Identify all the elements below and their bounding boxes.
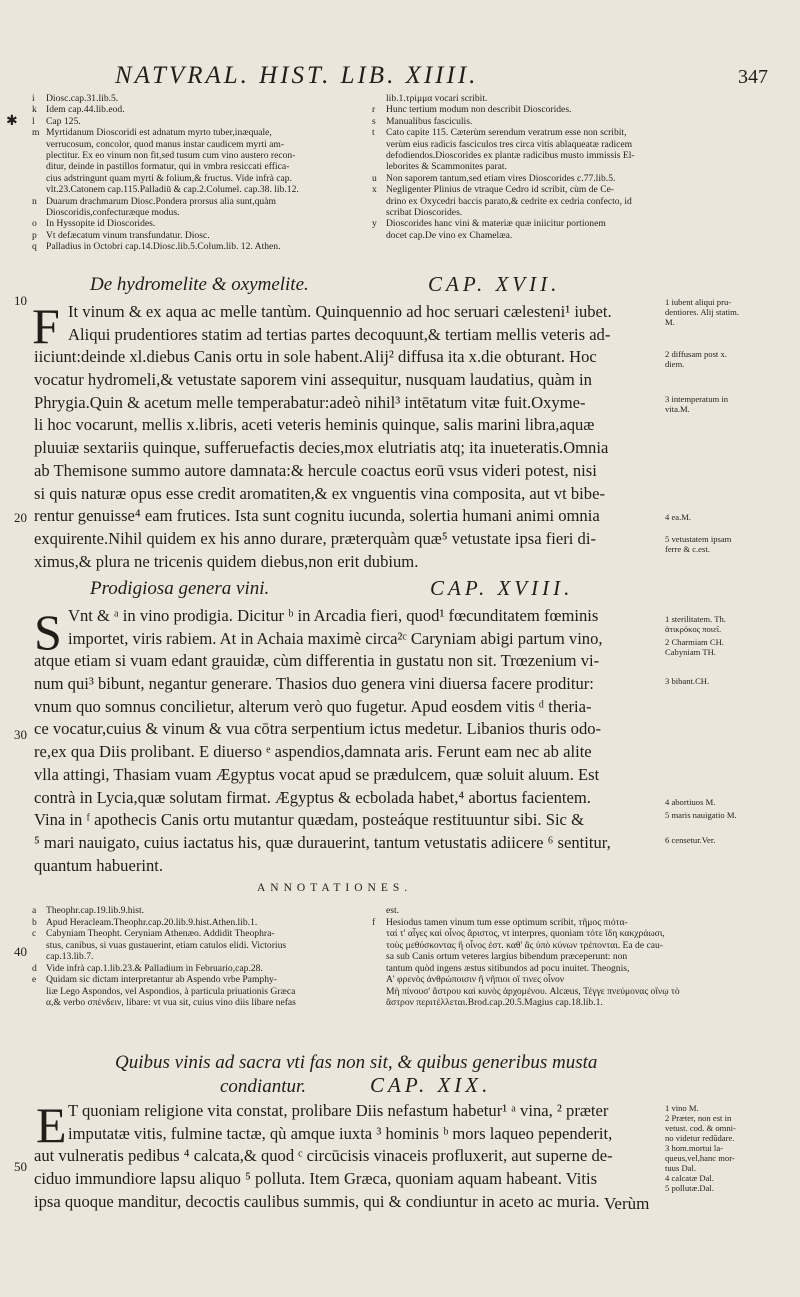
margin-note-line: queus,vel,hanc mor- [665, 1153, 735, 1163]
note-letter: r [372, 104, 376, 116]
note-text: defodiendos.Dioscorides ex plantæ radicibus musto immissis El- [386, 150, 635, 162]
note-line [372, 997, 772, 1009]
note-text: scribat Dioscorides. [386, 207, 463, 219]
running-head [0, 60, 800, 94]
note-text: Quidam sic dictam interpretantur ab Aspendo vrbe Pamphy- [46, 974, 277, 985]
line-number: 50 [14, 1159, 27, 1174]
note-text: Theophr.cap.19.lib.9.hist. [46, 905, 145, 916]
margin-note [665, 810, 797, 820]
margin-note-line: tuus Dal. [665, 1163, 697, 1173]
note-line [32, 997, 362, 1009]
margin-note [665, 637, 797, 657]
text-line: ab Themisone summo autore damnata:& hercule coactus eorū vsus videri potest, nisi [34, 460, 597, 480]
margin-note-line: 1 iubent aliqui pru- [665, 297, 732, 307]
margin-note [665, 797, 797, 807]
note-line [372, 127, 732, 138]
note-line [372, 196, 732, 207]
margin-note-line: no videtur redūdare. [665, 1133, 735, 1143]
line-number: 20 [14, 510, 27, 525]
chapter-title: Prodigiosa genera vini. [90, 578, 270, 599]
chapter-number: CAP. XVIII. [430, 576, 574, 600]
text-line: Aliqui prudentiores statim ad tertias partes decoquunt,& tertiam mellis veteris ad- [68, 324, 611, 344]
chapter-title: De hydromelite & oxymelite. [90, 274, 309, 295]
note-text: verrucosum, concolor, quod manus instar caudicem myrti am- [46, 138, 285, 150]
text-line: contrà in Lycia,quæ solutam firmat. Ægyptus & ecbolada habet,⁴ abortus facientem. [34, 787, 591, 807]
note-letter: x [372, 184, 377, 196]
note-line [372, 173, 732, 184]
annotationes-left [32, 905, 362, 1009]
chapter-heading [90, 578, 710, 606]
margin-note-line: Cabyniam TH. [665, 647, 716, 657]
annotationes-right [372, 905, 772, 1009]
annotationes-title: ANNOTATIONES. [257, 882, 413, 894]
note-line [32, 139, 362, 150]
note-text: Palladius in Octobri cap.14.Diosc.lib.5.Colum.lib. 12. Athen. [46, 241, 281, 253]
note-letter: b [32, 916, 37, 928]
note-letter: l [32, 115, 35, 127]
margin-note-line: 4 calcatæ Dal. [665, 1173, 714, 1183]
margin-note [665, 349, 797, 369]
margin-note [665, 394, 797, 414]
drop-capital: E [36, 1097, 67, 1153]
note-text: est. [386, 905, 400, 916]
note-text: Cabyniam Theopht. Ceryniam Athenæo. Addidit Theophra- [46, 928, 275, 939]
note-line [32, 230, 362, 241]
margin-note-line: 3 hom.mortui la- [665, 1143, 723, 1153]
margin-note-line: 2 Præter, non est in [665, 1113, 732, 1123]
note-text: τοὺς μεθύσκοντας ἢ οἶνος ἐστ. καθ' ἃς ὑπὸ κύνων τρέπονται. Ea de cau- [386, 939, 663, 951]
text-line: re,ex qua Diis prolibant. E diuerso ᵉ aspendios,damnata aris. Ferunt eam nec ab alite [34, 742, 592, 762]
margin-note-line: 1 vino M. [665, 1103, 699, 1113]
margin-note [665, 534, 797, 554]
note-line [32, 104, 362, 115]
text-line: importet, viris rabiem. At in Achaia maximè circa²ᶜ Caryniam abigi partum vino, [68, 628, 603, 648]
note-text: vlt.23.Catonem cap.115.Palladiū & cap.2.Columel. cap.38. lib.12. [46, 184, 299, 196]
asterisk-mark: ✱ [6, 114, 18, 129]
note-letter: t [372, 127, 375, 139]
text-line: It vinum & ex aqua ac melle tantùm. Quinquennio ad hoc seruari cælesteni¹ iubet. [68, 302, 612, 321]
margin-note-line: 5 pollutæ.Dal. [665, 1183, 714, 1193]
note-text: In Hyssopite id Dioscorides. [46, 218, 156, 230]
note-line [32, 951, 362, 963]
note-line [32, 161, 362, 172]
note-text: Duarum drachmarum Diosc.Pondera prorsus alia sunt,quàm [46, 195, 276, 207]
note-line [372, 161, 732, 172]
note-line [372, 963, 772, 975]
note-text: cap.13.lib.7. [46, 951, 94, 962]
chapter-number: CAP. XIX. [370, 1073, 492, 1097]
note-text: lib.1.τρίμμα vocari scribit. [386, 93, 488, 104]
note-letter: c [32, 928, 37, 939]
note-letter: p [32, 229, 37, 241]
margin-note-line: ἀτικρόκος ποιεῖ. [665, 624, 722, 634]
note-line [372, 974, 772, 986]
note-line [372, 917, 772, 929]
text-line: vocatur hydromeli,& vetustate saporem vini assequitur, nusquam laudatius, quàm in [34, 370, 592, 390]
margin-note-line: 5 maris nauigatio M. [665, 810, 737, 820]
note-text: ditur, deinde in pastillos formatur, qui in vmbra resiccati effica- [46, 161, 290, 173]
margin-note-line: 1 sterilitatem. Th. [665, 614, 726, 624]
note-letter: i [32, 93, 35, 104]
text-line: si quis naturæ opus esse credit aromatiten,& ex vnguentis vina composita, aut vt bibe- [34, 483, 605, 503]
note-line [372, 93, 732, 104]
margin-note-line: 2 Charmiam CH. [665, 637, 724, 647]
note-line [32, 940, 362, 952]
note-text: α,& verbo σπένδειν, libare: vt vua sit, cuius vino diis libare nefas [46, 997, 296, 1008]
note-text: leborites & Scammonites parat. [386, 161, 507, 173]
margin-note [665, 835, 797, 845]
note-line [372, 940, 772, 952]
note-text: Cap 125. [46, 115, 81, 127]
text-line: Vina in ᶠ apothecis Canis ortu mutantur quædam, posteáque restituuntur sibi. Sic & [34, 810, 584, 830]
margin-note-line: 5 vetustatem ipsam [665, 534, 732, 544]
note-line [32, 116, 362, 127]
note-text: plectitur. Ex eo vinum non fit,sed tusum cum vino austero recon- [46, 150, 296, 162]
note-line [32, 241, 362, 252]
note-line [372, 905, 772, 917]
text-line: exquirente.Nihil quidem ex his anno durare, præterquàm quæ⁵ vetustate ipsa fieri di- [34, 528, 596, 548]
drop-capital: F [32, 298, 60, 354]
top-notes-left [32, 93, 362, 253]
note-line [32, 986, 362, 998]
margin-note-line: 6 censetur.Ver. [665, 835, 716, 845]
text-line: rentur genuisse⁴ eam frutices. Ista sunt cognitu iucunda, solertia humani animi omnia [34, 506, 600, 526]
note-text: drino ex Oxycedri baccis parato,& cedrite ex cedria confecto, id [386, 195, 632, 207]
text-line: num qui³ bibunt, negantur generare. Thasios duo genera vini diuersa facere proditur: [34, 674, 594, 694]
running-title: NATVRAL. HIST. LIB. XIIII. [115, 62, 479, 89]
note-letter: q [32, 241, 37, 253]
margin-note-line: M. [665, 317, 675, 327]
note-text: ἄστρον περιτέλλεται.Brod.cap.20.5.Magius cap.18.lib.1. [386, 997, 603, 1008]
note-text: Negligenter Plinius de vtraque Cedro id scribit, cùm de Ce- [386, 184, 615, 196]
margin-note-line: 3 intemperatum in [665, 394, 729, 404]
note-line [32, 173, 362, 184]
note-text: Vide infrà cap.1.lib.23.& Palladium in Februario,cap.28. [46, 962, 263, 974]
note-text: sa sub Canis ortum veteres largius bibendum præceperunt: non [386, 951, 628, 962]
note-text: Α' φρενὸς ἀνθρώποισιν ἢ νῆπιοι οἵ τινες οἶνον [386, 974, 565, 985]
note-text: Hunc tertium modum non describit Dioscorides. [386, 104, 572, 116]
text-line: aut vulneratis pedibus ⁴ calcata,& quod ᶜ circūcisis vinaceis profluxerit, aut superne de- [34, 1146, 613, 1166]
note-text: docet cap.De vino ex Chamelæa. [386, 229, 513, 241]
note-line [32, 917, 362, 929]
note-line [372, 116, 732, 127]
chapter-number: CAP. XVII. [428, 272, 561, 296]
text-line: Vnt & ᵃ in vino prodigia. Dicitur ᵇ in Arcadia fieri, quod¹ fœcunditatem fœminis [68, 606, 599, 625]
note-text: Manualibus fasciculis. [386, 115, 473, 127]
note-text: Idem cap.44.lib.eod. [46, 104, 125, 116]
note-letter: o [32, 218, 37, 230]
note-line [372, 150, 732, 161]
text-line: atque etiam si vuam edant grauidæ, cùm differentia in gustatu non sit. Trœzenium vi- [34, 651, 600, 671]
text-line: ⁵ mari nauigato, cuius iactatus his, quæ durauerint, tantum vetustatis adiicere ⁶ sentitur, [34, 832, 611, 852]
note-text: liæ Lego Aspondos, vel Aspondios, à particula priuationis Græca [46, 985, 296, 997]
note-text: Cato capite 115. Cæterùm serendum veratrum esse non scribit, [386, 127, 627, 139]
margin-note-line: 2 diffusam post x. [665, 349, 727, 359]
note-text: tantum quòd ingens æstus sitibundos ad pocu inuitet. Theognis, [386, 962, 630, 974]
text-line: ce vocatur,cuius & vinum & vua cōtra serpentium ictus medetur. Libanios thuris odo- [34, 719, 602, 739]
note-text: Dioscorides hanc vini & materiæ quæ iniicitur portionem [386, 218, 606, 230]
text-line: vlla attingi, Thasiam vuam Ægyptus vocat apud se prædulcem, quæ soluit aluum. Est [34, 764, 600, 784]
note-text: Μὴ πίνουσ' ἄστρου καὶ κυνὸς ἀρχομένου. Alcæus, Τέγγε πνεύμονας οἴνῳ τὸ [386, 985, 680, 997]
note-line [32, 196, 362, 207]
note-letter: u [372, 172, 377, 184]
note-letter: m [32, 127, 40, 139]
note-line [32, 928, 362, 940]
chapter-title-continued: condiantur. [220, 1076, 307, 1097]
margin-note-line: 4 ea.M. [665, 512, 692, 522]
text-line: iiciunt:deinde xl.diebus Canis ortu in sole habent.Alij² diffusa ita x.die obturant. Hoc [34, 347, 597, 367]
note-line [372, 928, 772, 940]
margin-note-line: ferre & c.est. [665, 544, 710, 554]
margin-note-line: 4 abortiuos M. [665, 797, 716, 807]
note-text: cius adstringunt quam myrti & folium,& fructus. Vide infrà cap. [46, 172, 292, 184]
note-line [372, 951, 772, 963]
drop-capital: S [34, 604, 62, 660]
text-line: li hoc vocarunt, mellis x.libris, aceti veteris heminis quinque, salis marini libra,aquæ [34, 415, 595, 435]
note-text: Hesiodus tamen vinum tum esse optimum scribit, τῆμος πιότα- [386, 916, 628, 928]
note-line [372, 139, 732, 150]
margin-note-line: vetust. cod. & omni- [665, 1123, 736, 1133]
margin-note-line: 3 bibant.CH. [665, 676, 710, 686]
note-text: Vt defæcatum vinum transfundatur. Diosc. [46, 229, 210, 241]
note-letter: d [32, 962, 37, 974]
note-line [32, 218, 362, 229]
note-letter: f [372, 916, 376, 928]
margin-note [665, 676, 797, 686]
line-number: 40 [14, 944, 27, 959]
margin-note-line: vita.M. [665, 404, 690, 414]
text-line: quantum habuerint. [34, 855, 164, 875]
margin-note [665, 297, 797, 327]
text-line: vnum quo somnus concilietur, alterum verò quo fugetur. Apud eosdem vitis ᵈ theria- [34, 696, 592, 716]
text-line: Phrygia.Quin & acetum melle temperabatur:adeò nihil³ intētatum vitæ fuit.Oxyme- [34, 392, 586, 412]
margin-note [665, 614, 797, 634]
note-text: stus, canibus, si vuas gustauerint, etiam catulos elidi. Victorius [46, 939, 287, 951]
page-number: 347 [738, 66, 768, 88]
note-line [32, 127, 362, 138]
chapter-heading [90, 274, 710, 302]
note-line [372, 207, 732, 218]
line-number: 10 [14, 293, 27, 308]
text-line: T quoniam religione vita constat, prolibare Diis nefastum habetur¹ ᵃ vina, ² præter [68, 1101, 609, 1120]
margin-note [665, 1103, 797, 1193]
note-letter: n [32, 195, 37, 207]
note-letter: s [372, 115, 376, 127]
note-text: Diosc.cap.31.lib.5. [46, 93, 119, 104]
note-line [372, 184, 732, 195]
note-line [32, 207, 362, 218]
note-line [372, 986, 772, 998]
note-letter: a [32, 905, 37, 916]
note-line [372, 230, 732, 241]
note-line [372, 104, 732, 115]
margin-note [665, 512, 797, 522]
note-line [32, 184, 362, 195]
text-line: imputatæ vitis, fulmine tactæ, qù amque iuxta ³ hominis ᵇ mors laqueo pependerit, [68, 1123, 613, 1143]
note-text: Non saporem tantum,sed etiam vires Dioscorides c.77.lib.5. [386, 172, 616, 184]
note-line [32, 963, 362, 975]
chapter-body [32, 298, 660, 573]
note-text: Apud Heracleam.Theophr.cap.20.lib.9.hist.Athen.lib.1. [46, 916, 258, 928]
text-line: pluuiæ sextariis quinque, sufferuefactis decies,mox elutriatis atq; ita inueteratis.Omnia [34, 438, 609, 458]
note-letter: e [32, 974, 37, 985]
note-line [32, 93, 362, 104]
text-line: ximus,& plura ne tricenis quidem diebus,non erit dubium. [34, 551, 419, 571]
note-letter: y [372, 218, 377, 230]
margin-note-line: diem. [665, 359, 685, 369]
top-notes-right [372, 93, 732, 241]
note-line [32, 974, 362, 986]
chapter-body [34, 1097, 660, 1213]
note-line [32, 150, 362, 161]
note-text: verùm eius radicis fasciculos tres circa vitis ablaqueatæ radicem [386, 138, 633, 150]
chapter-body [34, 605, 660, 877]
text-line: ciduo immundiore lapsu aliquo ⁵ polluta. Item Græca, quoniam aquam habeant. Vitis [34, 1169, 598, 1189]
note-letter: k [32, 104, 37, 116]
note-text: Dioscoridis,confecturæque modus. [46, 207, 180, 219]
margin-note-line: dentiores. Alij statim. [665, 307, 739, 317]
note-line [372, 218, 732, 229]
note-text: ταί τ' αἶγες καὶ οἶνος ἄριστος, vt interpres, quoniam τότε ἴδη κακχράωσι, [386, 928, 665, 939]
note-text: Myrtidanum Dioscoridi est adnatum myrto tuber,inæquale, [46, 127, 272, 139]
note-line [32, 905, 362, 917]
line-number: 30 [14, 727, 27, 742]
catchword: Verùm [604, 1194, 650, 1213]
chapter-title: Quibus vinis ad sacra vti fas non sit, & quibus generibus musta [115, 1052, 598, 1073]
text-line: ipsa quoque manditur, decoctis caulibus summis, qui & condiuntur in aceto ac muria. [34, 1191, 600, 1211]
